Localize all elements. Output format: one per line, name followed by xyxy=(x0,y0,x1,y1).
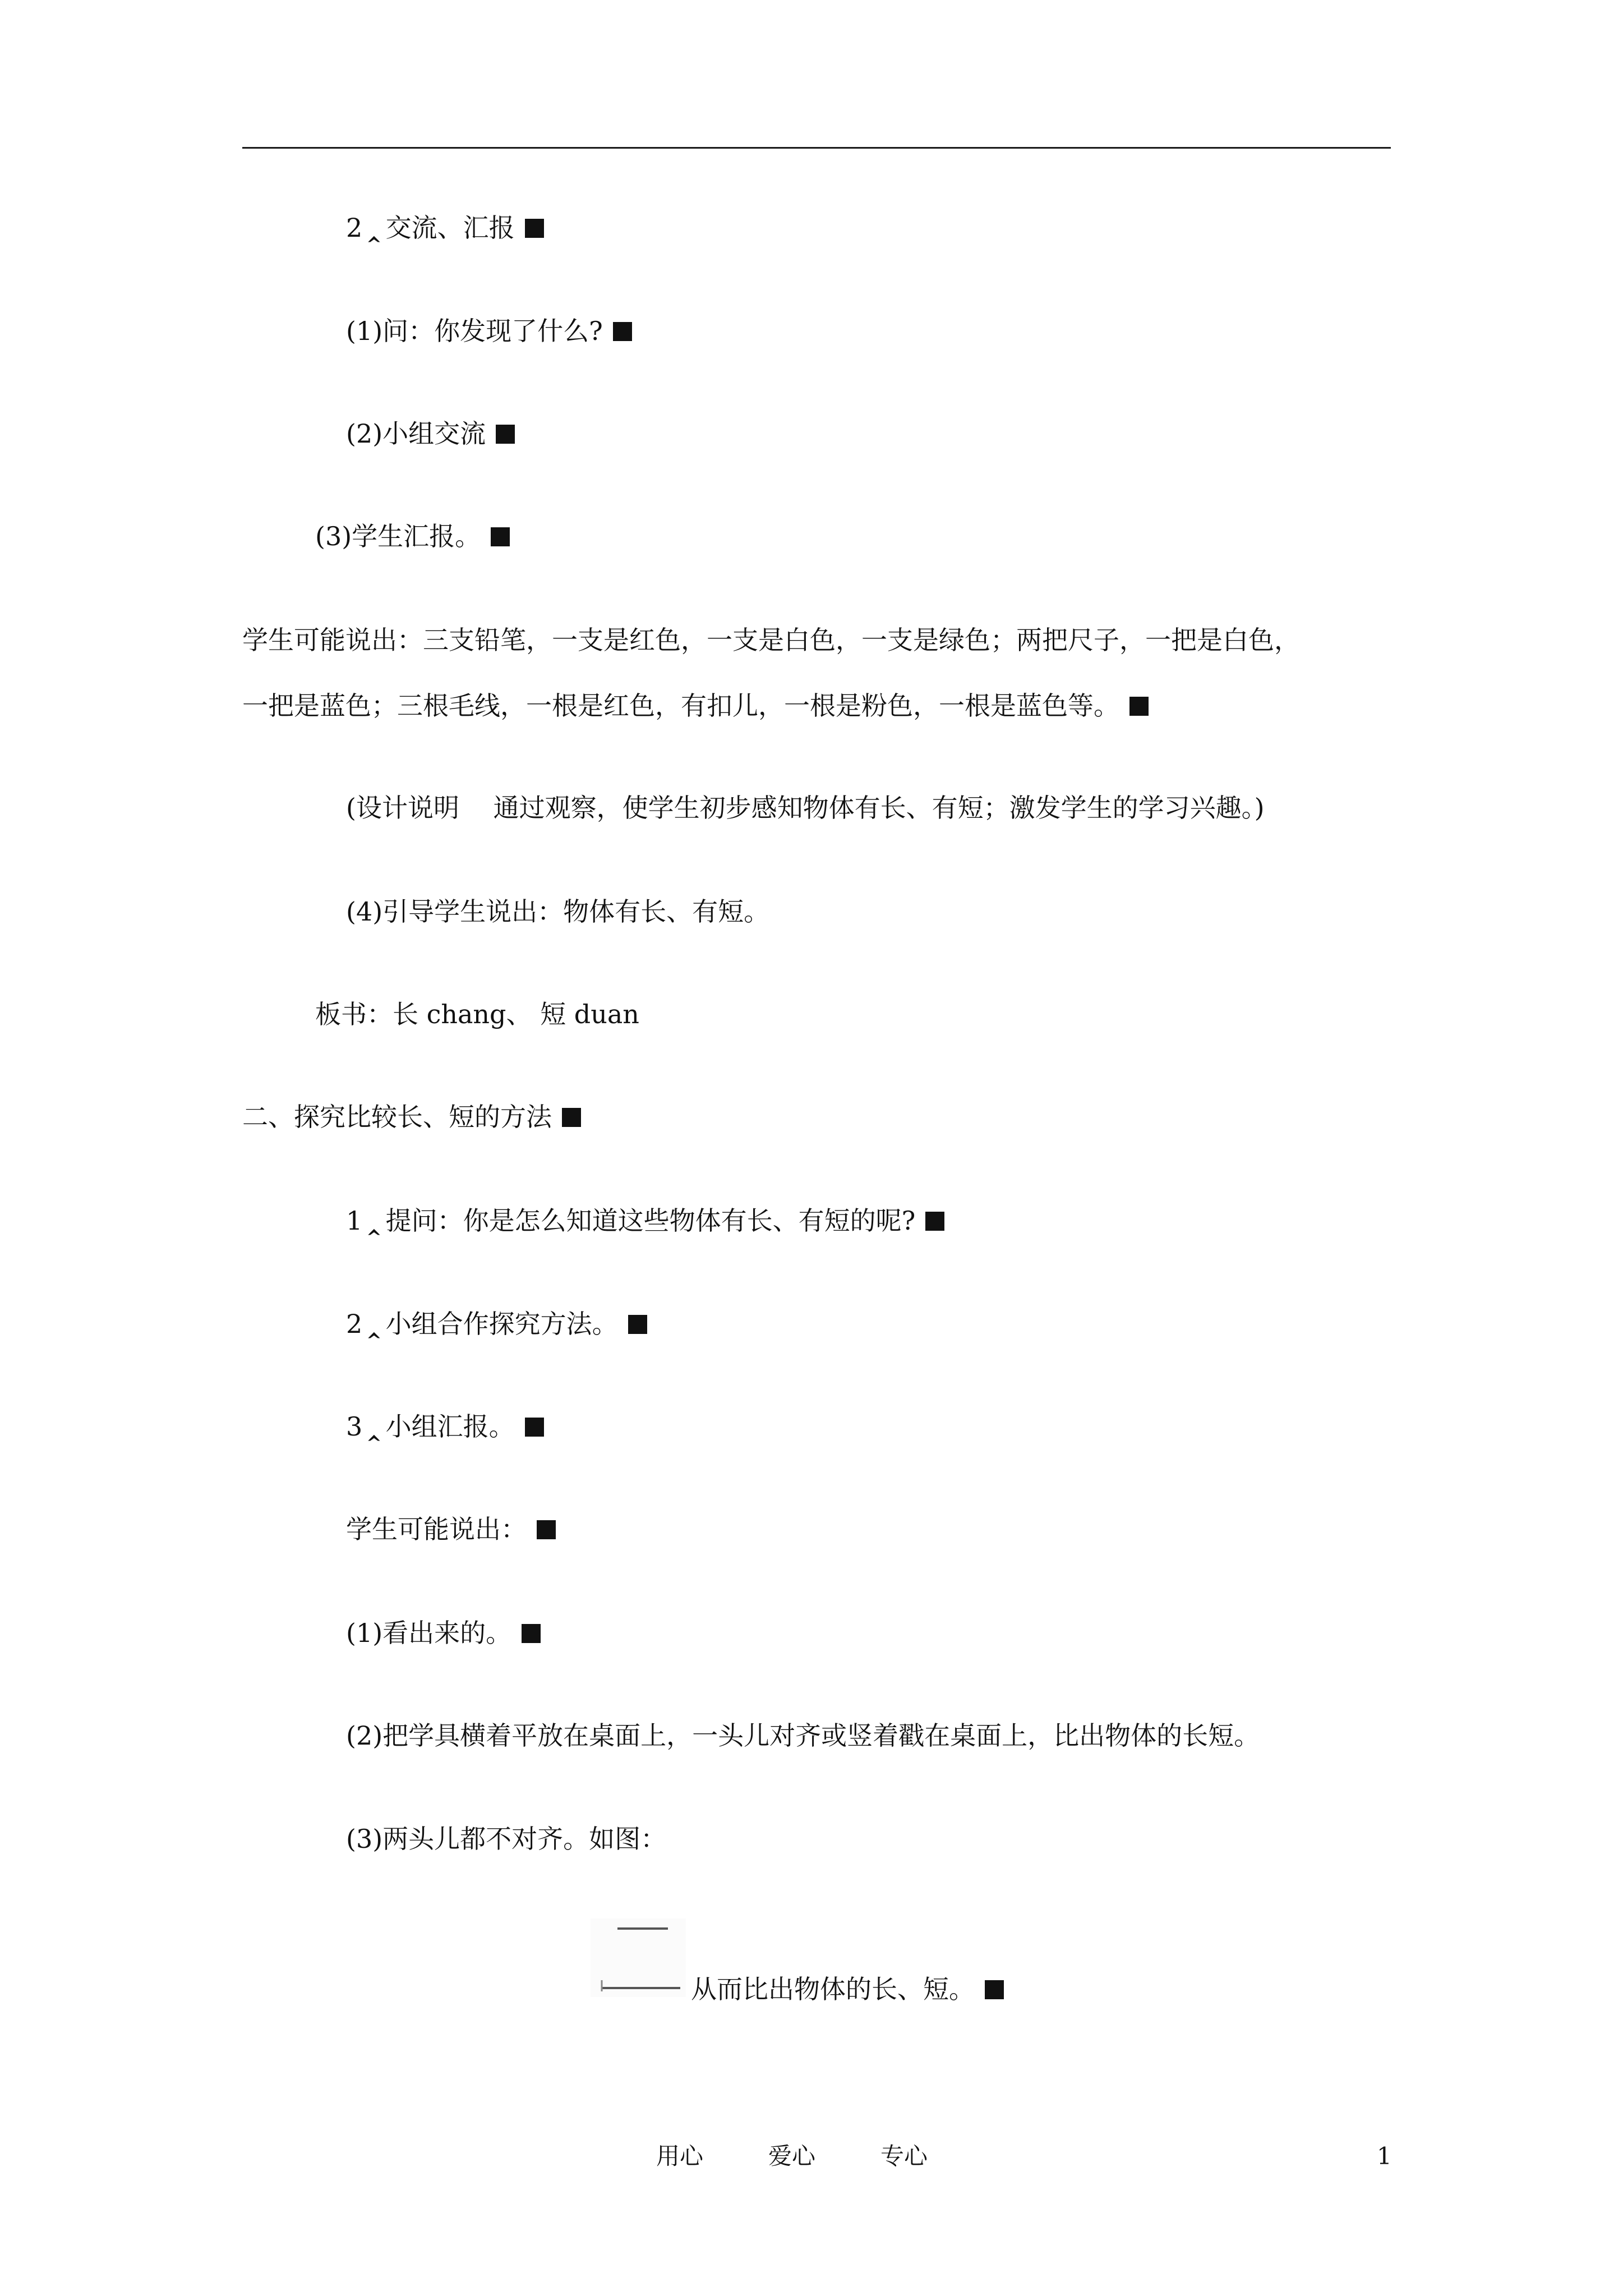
section-heading xyxy=(242,1101,581,1133)
line-text: 一把是蓝色；三根毛线，一根是红色，有扣儿，一根是粉色，一根是蓝色等。 xyxy=(242,691,1119,721)
student-answer-line-1: 学生可能说出：三支铅笔，一支是红色，一支是白色，一支是绿色；两把尺子，一把是白色， xyxy=(242,625,1300,655)
square-bullet-icon xyxy=(525,1418,544,1437)
line-text: 学生可能说出： xyxy=(346,1514,527,1544)
square-bullet-icon xyxy=(491,527,510,546)
board-writing: 板书：长 chang、 短 duan xyxy=(315,999,639,1029)
square-bullet-icon xyxy=(496,425,515,444)
item-number: 2 xyxy=(346,1309,363,1339)
method-3: (3)两头儿都不对齐。如图： xyxy=(346,1824,667,1854)
caret-glyph: ‸ xyxy=(366,1312,382,1338)
question-1 xyxy=(346,315,632,347)
square-bullet-icon xyxy=(613,322,632,341)
caret-glyph: ‸ xyxy=(366,1209,382,1235)
question-4: (4)引导学生说出：物体有长、有短。 xyxy=(346,896,770,927)
footer-motto-1: 用心 xyxy=(656,2142,704,2170)
method-2: (2)把学具横着平放在桌面上，一头儿对齐或竖着戳在桌面上，比出物体的长短。 xyxy=(346,1720,1260,1751)
item-2-explore xyxy=(346,1308,647,1341)
figure-background xyxy=(591,1918,686,1997)
footer-motto-3: 专心 xyxy=(880,2142,928,2170)
line-text: (2)小组交流 xyxy=(346,418,486,449)
footer-motto-2: 爱心 xyxy=(768,2142,816,2170)
design-note: (设计说明 通过观察，使学生初步感知物体有长、有短；激发学生的学习兴趣。) xyxy=(346,793,1265,823)
square-bullet-icon xyxy=(537,1520,556,1539)
line-text: (1)看出来的。 xyxy=(346,1618,512,1648)
square-bullet-icon xyxy=(925,1212,944,1231)
student-answer-line-2 xyxy=(242,690,1149,721)
item-1-question xyxy=(346,1205,944,1238)
item-number: 3 xyxy=(346,1411,363,1442)
method-1 xyxy=(346,1617,541,1649)
question-2 xyxy=(346,418,515,449)
line-text: (1)问：你发现了什么? xyxy=(346,316,603,346)
square-bullet-icon xyxy=(562,1108,581,1127)
question-3 xyxy=(315,521,510,552)
square-bullet-icon xyxy=(522,1624,541,1643)
conclusion-line xyxy=(691,1973,1004,2005)
page-number: 1 xyxy=(1377,2142,1392,2170)
square-bullet-icon xyxy=(985,1980,1004,1999)
line-text: 从而比出物体的长、短。 xyxy=(691,1974,975,2004)
item-text: 交流、汇报 xyxy=(385,213,515,243)
line-text: 二、探究比较长、短的方法 xyxy=(242,1102,552,1132)
square-bullet-icon xyxy=(1129,697,1149,716)
item-number: 2 xyxy=(346,213,363,243)
header-rule xyxy=(242,147,1391,149)
item-text: 提问：你是怎么知道这些物体有长、有短的呢? xyxy=(385,1205,916,1236)
square-bullet-icon xyxy=(628,1315,647,1334)
line-text: (3)学生汇报。 xyxy=(315,521,481,551)
caret-glyph: ‸ xyxy=(366,216,382,242)
comparison-figure xyxy=(591,1918,686,1997)
item-2-exchange xyxy=(346,212,544,245)
square-bullet-icon xyxy=(525,219,544,238)
item-number: 1 xyxy=(346,1205,363,1236)
caret-glyph: ‸ xyxy=(366,1415,382,1441)
item-text: 小组合作探究方法。 xyxy=(385,1309,618,1339)
item-3-report xyxy=(346,1411,544,1444)
item-text: 小组汇报。 xyxy=(385,1411,515,1442)
student-may-say xyxy=(346,1513,556,1545)
